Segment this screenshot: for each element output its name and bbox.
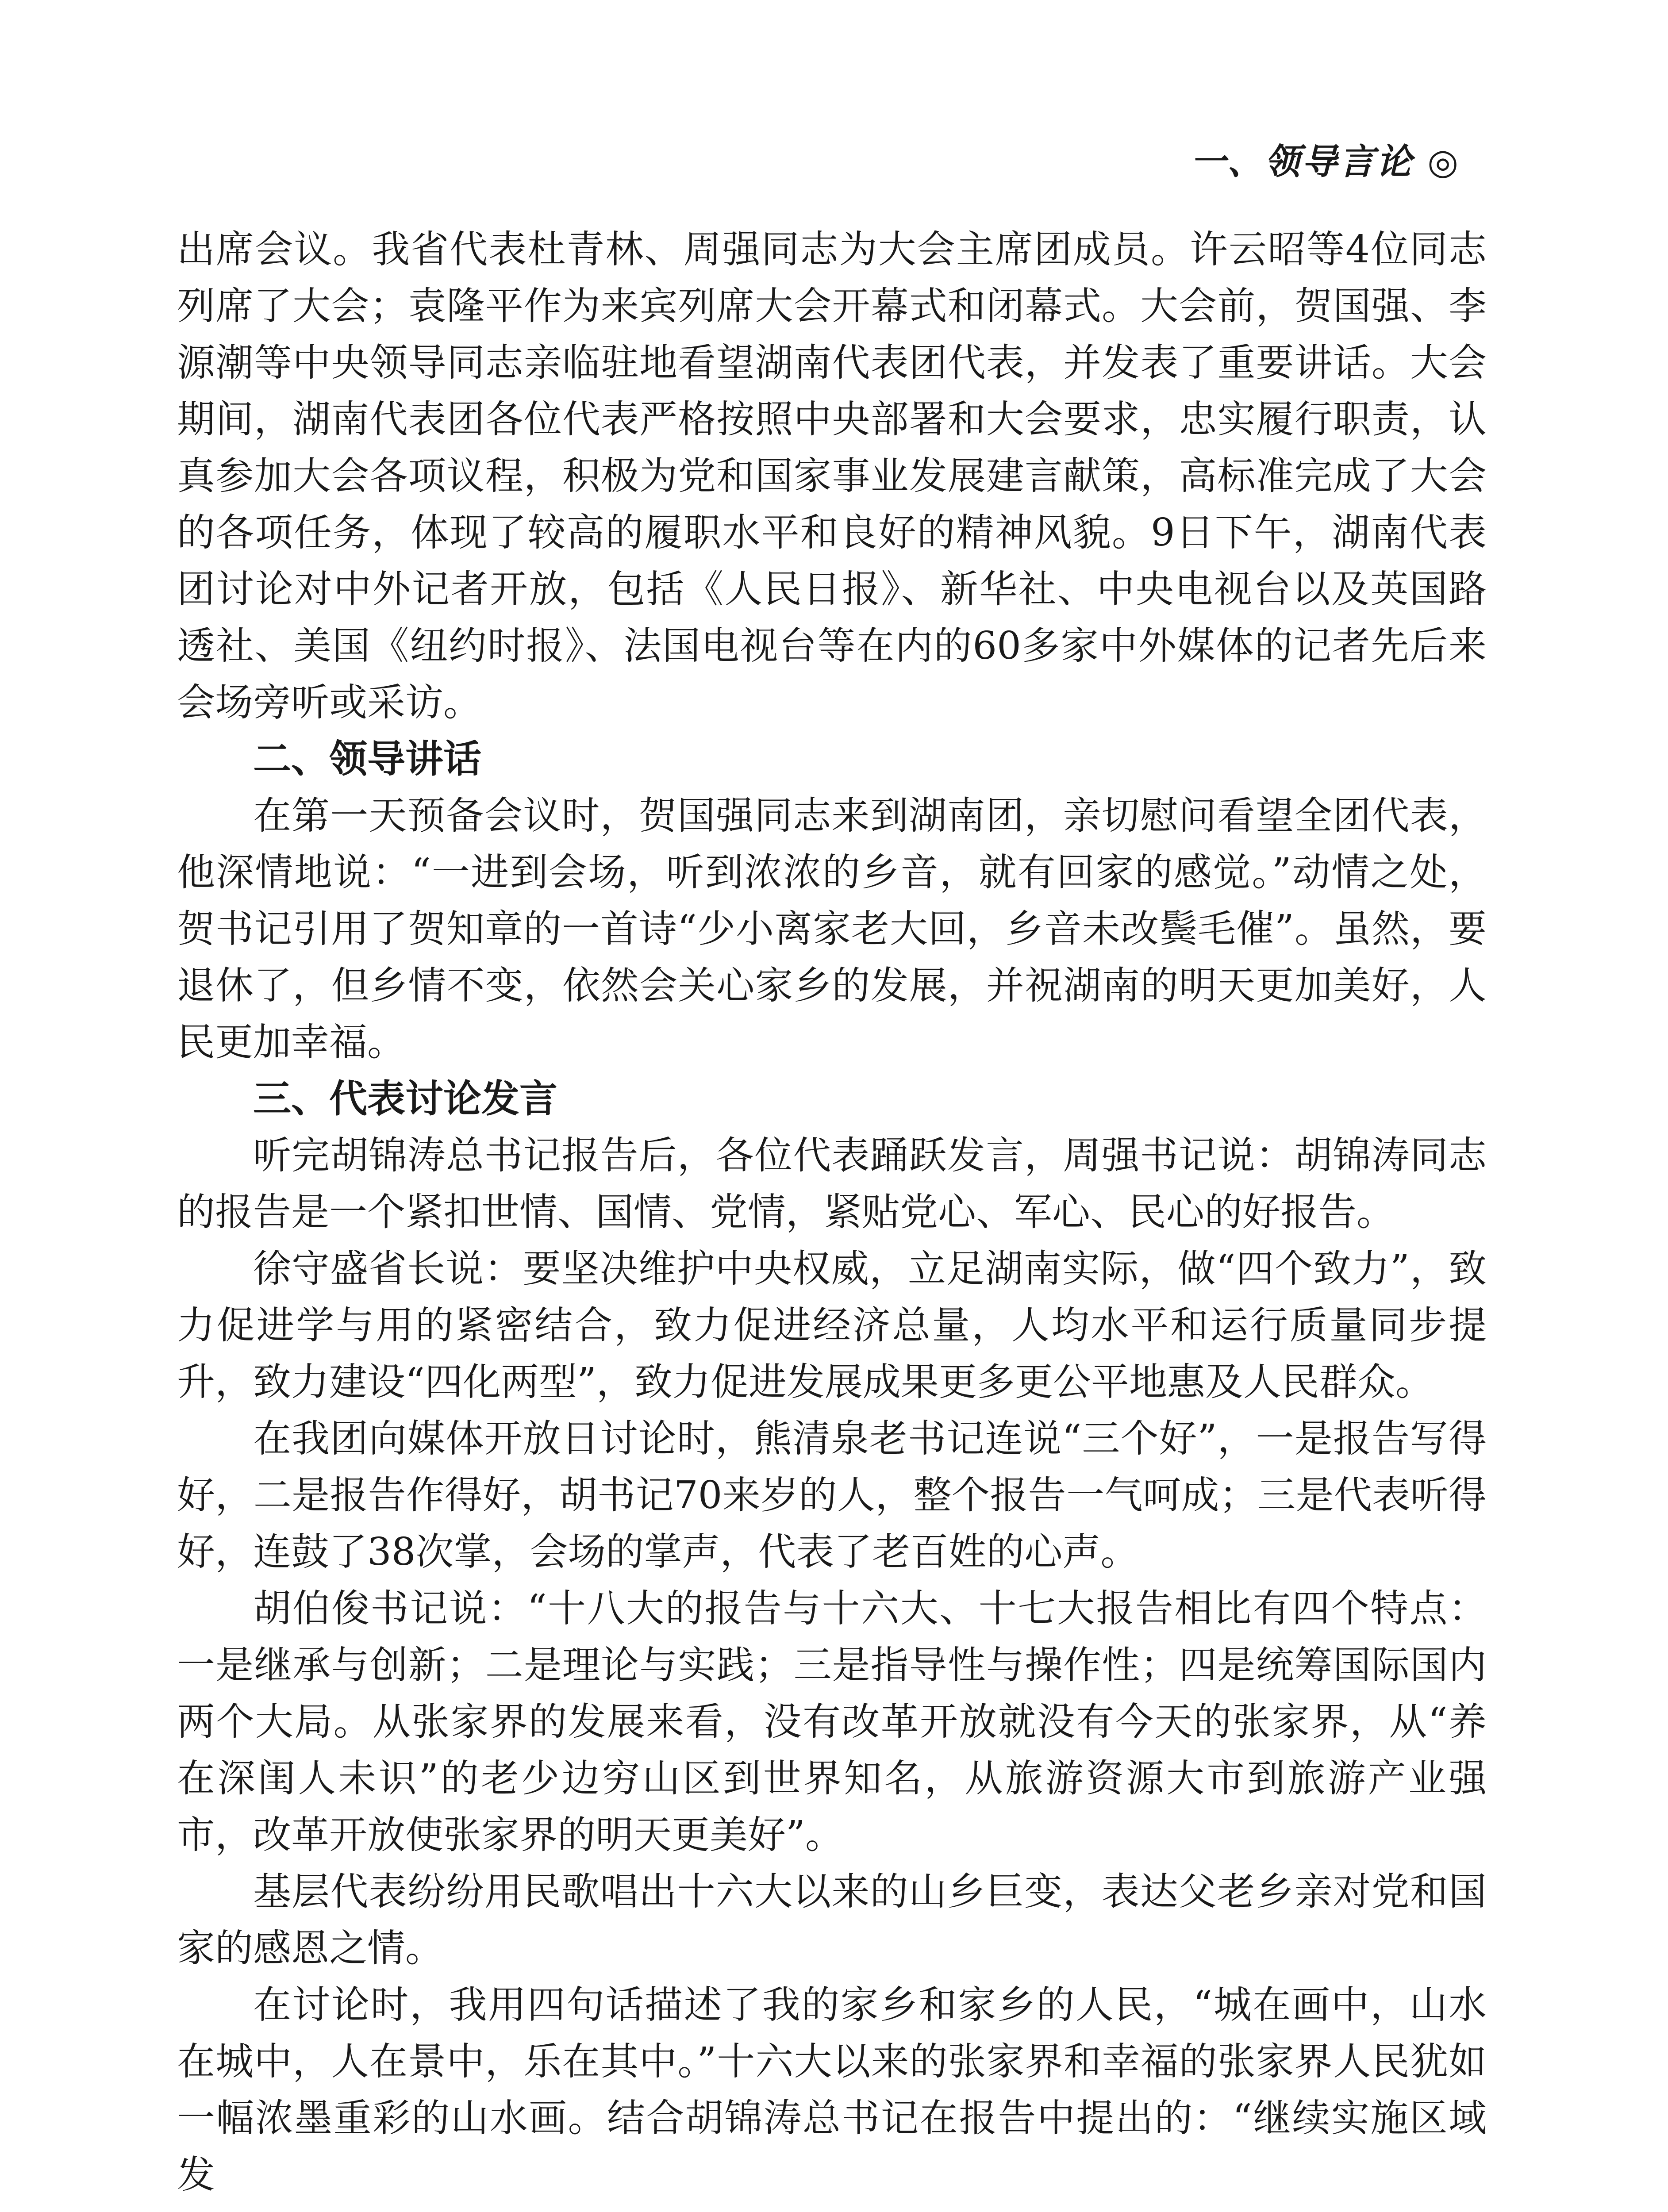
body-text <box>177 221 1487 2203</box>
running-header: 一、领导言论 ◎ <box>1190 141 1460 182</box>
paragraph-he-guoqiang: 在第一天预备会议时，贺国强同志来到湖南团，亲切慰问看望全团代表，他深情地说：“一进到会场，听到浓浓的乡音，就有回家的感觉。”动情之处，贺书记引用了贺知章的一首诗“少小离家老大回，乡音未改鬓毛催”。虽然，要退休了，但乡情不变，依然会关心家乡的发展，并祝湖南的明天更加美好，人民更加幸福。 <box>177 794 1487 1064</box>
paragraph-hu-bojun: 胡伯俊书记说：“十八大的报告与十六大、十七大报告相比有四个特点：一是继承与创新；二是理论与实践；三是指导性与操作性；四是统筹国际国内两个大局。从张家界的发展来看，没有改革开放就没有今天的张家界，从“养在深闺人未识”的老少边穷山区到世界知名，从旅游资源大市到旅游产业强市，改革开放使张家界的明天更美好”。 <box>177 1586 1487 1857</box>
paragraph-xiong-qingquan: 在我团向媒体开放日讨论时，熊清泉老书记连说“三个好”，一是报告写得好，二是报告作得好，胡书记70来岁的人，整个报告一气呵成；三是代表听得好，连鼓了38次掌，会场的掌声，代表了老百姓的心声。 <box>177 1417 1487 1574</box>
paragraph-continued: 出席会议。我省代表杜青林、周强同志为大会主席团成员。许云昭等4位同志列席了大会；袁隆平作为来宾列席大会开幕式和闭幕式。大会前，贺国强、李源潮等中央领导同志亲临驻地看望湖南代表团代表，并发表了重要讲话。大会期间，湖南代表团各位代表严格按照中央部署和大会要求，忠实履行职责，认真参加大会各项议程，积极为党和国家事业发展建言献策，高标准完成了大会的各项任务，体现了较高的履职水平和良好的精神风貌。9日下午，湖南代表团讨论对中外记者开放，包括《人民日报》、新华社、中央电视台以及英国路透社、美国《纽约时报》、法国电视台等在内的60多家中外媒体的记者先后来会场旁听或采访。 <box>177 227 1487 725</box>
paragraph-zhou-qiang: 听完胡锦涛总书记报告后，各位代表踊跃发言，周强书记说：胡锦涛同志的报告是一个紧扣世情、国情、党情，紧贴党心、军心、民心的好报告。 <box>177 1133 1487 1234</box>
paragraph-author-remarks: 在讨论时，我用四句话描述了我的家乡和家乡的人民，“城在画中，山水在城中，人在景中，乐在其中。”十六大以来的张家界和幸福的张家界人民犹如一幅浓墨重彩的山水画。结合胡锦涛总书记在报告中提出的：“继续实施区域发 <box>177 1983 1487 2197</box>
paragraph-xu-shousheng: 徐守盛省长说：要坚决维护中央权威，立足湖南实际，做“四个致力”，致力促进学与用的紧密结合，致力促进经济总量，人均水平和运行质量同步提升，致力建设“四化两型”，致力促进发展成果更多更公平地惠及人民群众。 <box>177 1247 1487 1404</box>
section-heading-delegate-discussion: 三、代表讨论发言 <box>253 1077 557 1121</box>
section-heading-leader-speech: 二、领导讲话 <box>253 737 481 781</box>
paragraph-folk-songs: 基层代表纷纷用民歌唱出十六大以来的山乡巨变，表达父老乡亲对党和国家的感恩之情。 <box>177 1870 1487 1970</box>
